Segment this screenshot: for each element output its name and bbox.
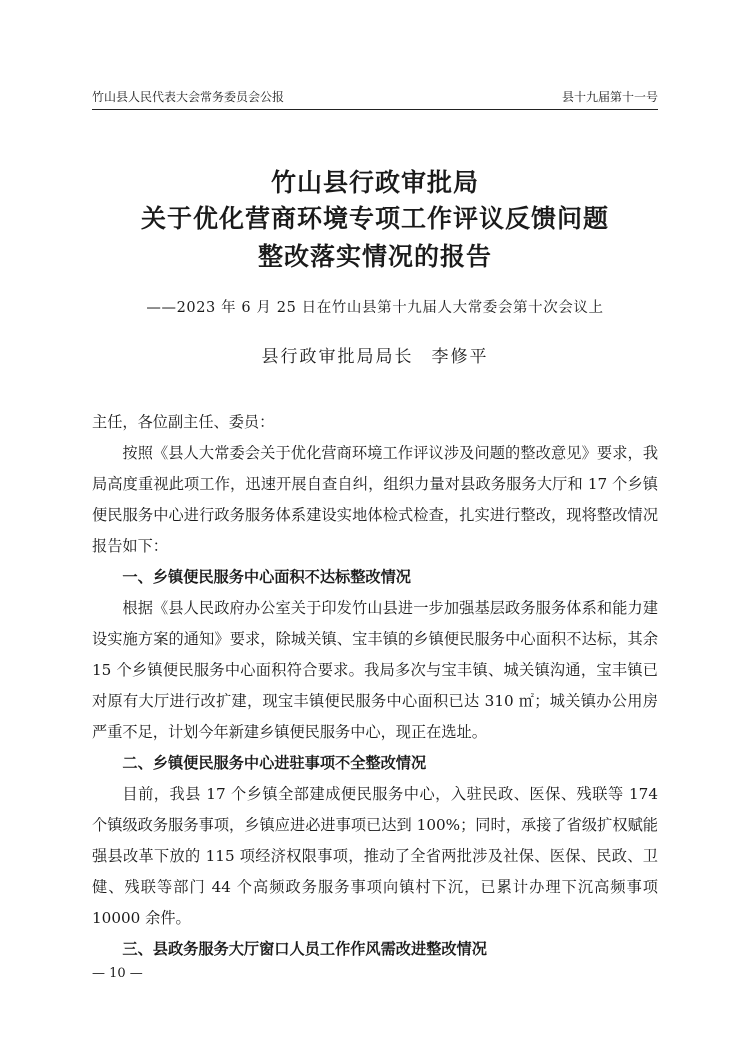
header-publication-name: 竹山县人民代表大会常务委员会公报 xyxy=(92,90,285,104)
author-name: 李修平 xyxy=(431,347,489,367)
subtitle: ——2023 年 6 月 25 日在竹山县第十九届人大常委会第十次会议上 xyxy=(146,300,604,316)
document-body xyxy=(92,407,658,965)
section-2-paragraph: 目前，我县 17 个乡镇全部建成便民服务中心，入驻民政、医保、残联等 174 个镇级政务服务事项，乡镇应进必进事项已达到 100%；同时，承接了省级扩权赋能强县改革下放的 115 项经济权限事项，推动了全省两批涉及社保、医保、民政、卫健、残联等部门 44 个高频政务服务事项向镇村下沉，已累计办理下沉高频事项 10000 余件。 xyxy=(92,785,658,927)
page-number: — 10 — xyxy=(92,966,143,981)
section-1-heading: 一、乡镇便民服务中心面积不达标整改情况 xyxy=(122,568,411,586)
header-issue-number: 县十九届第十一号 xyxy=(561,90,658,104)
header-divider xyxy=(92,109,658,110)
author-line xyxy=(0,342,750,367)
page-header xyxy=(92,88,658,105)
section-1-paragraph: 根据《县人民政府办公室关于印发竹山县进一步加强基层政务服务体系和能力建设实施方案的通知》要求，除城关镇、宝丰镇的乡镇便民服务中心面积不达标，其余 15 个乡镇便民服务中心面积符合要求。我局多次与宝丰镇、城关镇沟通，宝丰镇已对原有大厅进行改扩建，现宝丰镇便民服务中心面积已达 310 ㎡；城关镇办公用房严重不足，计划今年新建乡镇便民服务中心，现正在选址。 xyxy=(92,599,658,741)
author-role: 县行政审批局局长 xyxy=(261,347,414,367)
title-line-2: 关于优化营商环境专项工作评议反馈问题 xyxy=(140,204,609,233)
salutation: 主任，各位副主任、委员： xyxy=(92,413,275,431)
section-3-heading: 三、县政务服务大厅窗口人员工作作风需改进整改情况 xyxy=(122,940,487,958)
section-2-heading: 二、乡镇便民服务中心进驻事项不全整改情况 xyxy=(122,754,427,772)
intro-paragraph: 按照《县人大常委会关于优化营商环境工作评议涉及问题的整改意见》要求，我局高度重视此项工作，迅速开展自查自纠，组织力量对县政务服务大厅和 17 个乡镇便民服务中心进行政务服务体系建设实地体检式检查，扎实进行整改，现将整改情况报告如下： xyxy=(92,444,658,555)
title-line-3: 整改落实情况的报告 xyxy=(257,242,492,271)
title-line-1: 竹山县行政审批局 xyxy=(270,168,479,197)
